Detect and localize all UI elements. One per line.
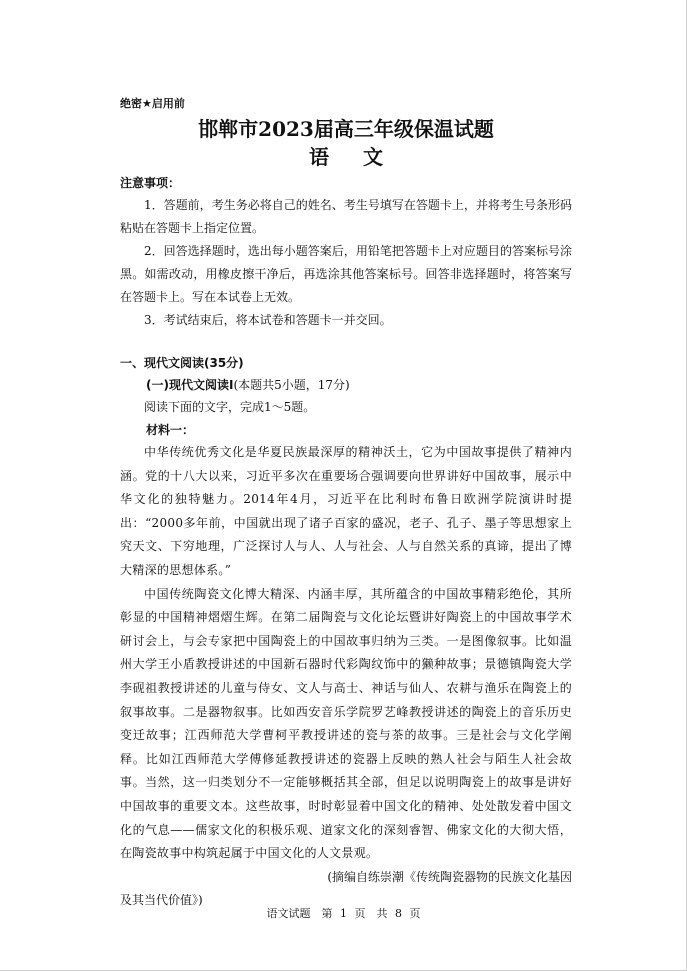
source-citation-tail: 及其当代价值》) [120, 892, 203, 907]
page-footer: 语文试题 第 1 页 共 8 页 [266, 907, 421, 920]
note-item-3: 3．考试结束后，将本试卷和答题卡一并交回。 [144, 313, 392, 327]
article-paragraph-1: 中华传统优秀文化是华夏民族最深厚的精神沃土，它为中国故事提供了精神内涵。党的十八大以来，习近平多次在重要场合强调要向世界讲好中国故事，展示中华文化的独特魅力。2014年4月，习近平在比利时布鲁日欧洲学院演讲时提出：“2000多年前，中国就出现了诸子百家的盛况，老子、孔子、墨子等思想家上究天文、下穷地理，广泛探讨人与人、人与社会、人与自然关系的真谛，提出了博大精深的思想体系。” [120, 445, 572, 577]
reading-instruction: 阅读下面的文字，完成1～5题。 [144, 400, 316, 414]
source-citation: (摘编自练崇潮《传统陶瓷器物的民族文化基因 [327, 869, 572, 884]
secret-label: 绝密★启用前 [120, 97, 185, 110]
material-label: 材料一： [146, 423, 195, 437]
subject-title: 语文 [309, 145, 417, 169]
subsection-score: (本题共5小题，17分) [233, 378, 350, 392]
note-item-2: 2．回答选择题时，选出每小题答案后，用铅笔把答题卡上对应题目的答案标号涂黑。如需改动，用橡皮擦干净后，再选涂其他答案标号。回答非选择题时，将答案写在答题卡上。写在本试卷上无效。 [120, 244, 572, 304]
section-heading: 一、现代文阅读(35分) [120, 356, 244, 370]
notes-heading: 注意事项： [120, 176, 181, 190]
exam-title: 邯郸市2023届高三年级保温试题 [198, 117, 494, 141]
article-paragraph-2: 中国传统陶瓷文化博大精深、内涵丰厚，其所蕴含的中国故事精彩绝伦，其所彰显的中国精神熠熠生辉。在第二届陶瓷与文化论坛暨讲好陶瓷上的中国故事学术研讨会上，与会专家把中国陶瓷上的中国故事归纳为三类。一是图像叙事。比如温州大学王小盾教授讲述的中国新石器时代彩陶纹饰中的獭种故事；景德镇陶瓷大学李砚祖教授讲述的儿童与侍女、文人与高士、神话与仙人、农耕与渔乐在陶瓷上的叙事故事。二是器物叙事。比如西安音乐学院罗艺峰教授讲述的陶瓷上的音乐历史变迁故事；江西师范大学曹柯平教授讲述的瓷与茶的故事。三是社会与文化学阐释。比如江西师范大学傅修延教授讲述的瓷器上反映的熟人社会与陌生人社会故事。当然，这一归类划分不一定能够概括其全部，但足以说明陶瓷上的故事是讲好中国故事的重要文本。这些故事，时时彰显着中国文化的精神、处处散发着中国文化的气息——儒家文化的积极乐观、道家文化的深刻睿智、佛家文化的大彻大悟，在陶瓷故事中构筑起属于中国文化的人文景观。 [120, 586, 572, 861]
subsection-heading [120, 374, 572, 396]
exam-page-content [120, 96, 572, 912]
subsection-title: (一)现代文阅读Ⅰ [146, 378, 234, 392]
note-item-1: 1．答题前，考生务必将自己的姓名、考生号填写在答题卡上，并将考生号条形码粘贴在答题卡上指定位置。 [120, 198, 572, 235]
